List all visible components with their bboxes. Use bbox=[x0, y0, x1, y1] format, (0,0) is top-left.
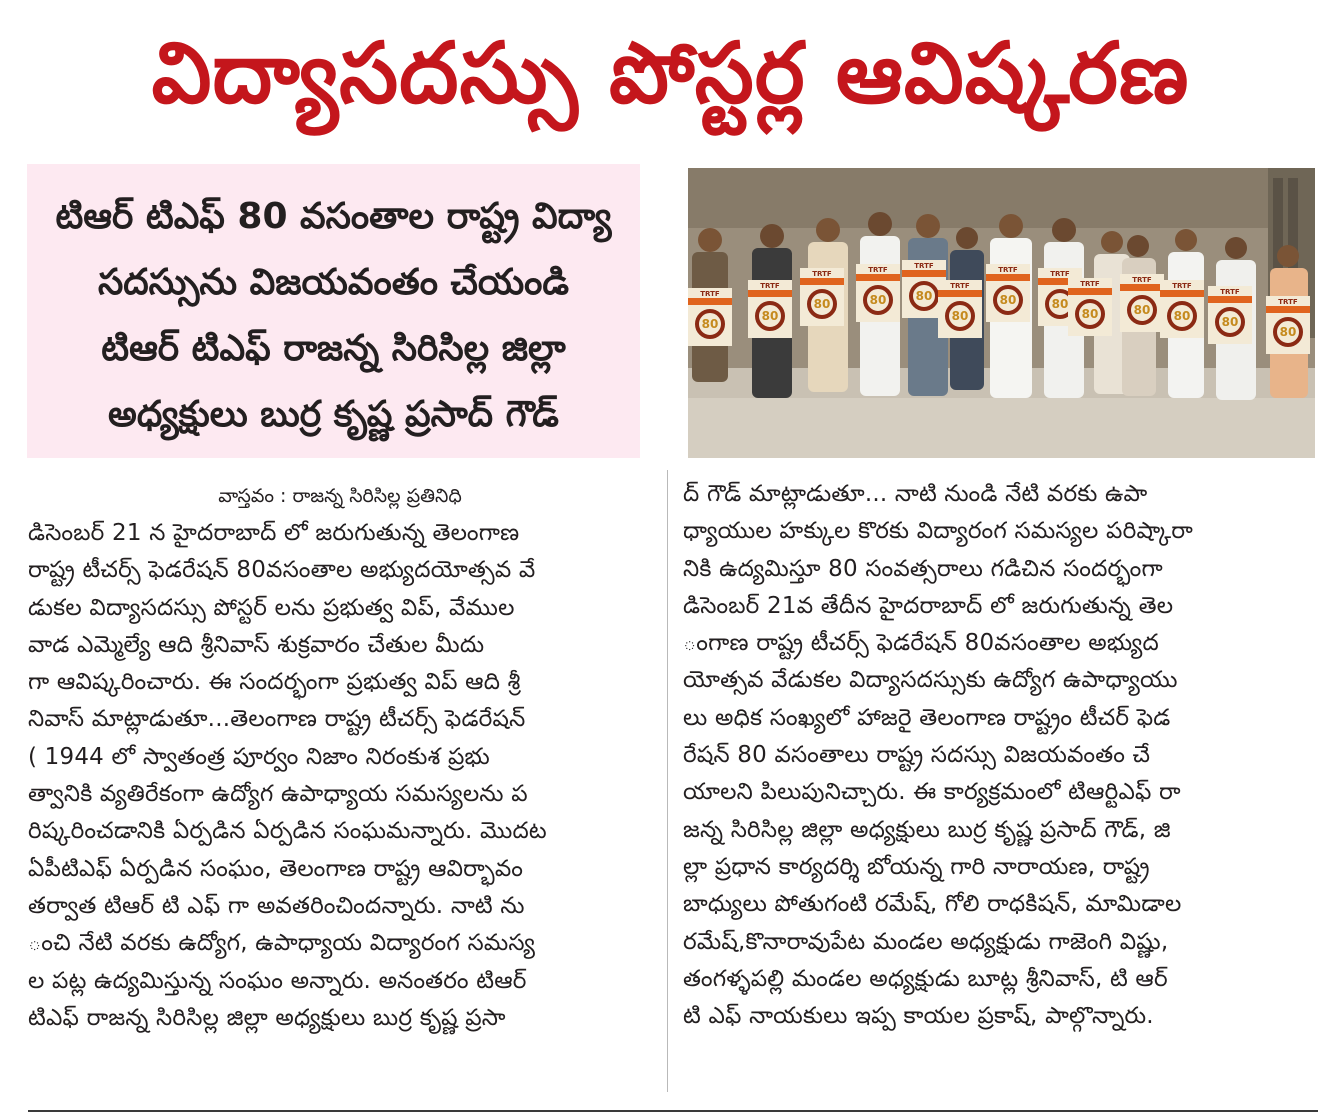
article-line: టి ఎఫ్ నాయకులు ఇప్ప కాయల ప్రకాష్, పాల్గొన్నారు. bbox=[683, 1003, 1154, 1030]
article-line: నికి ఉద్యమిస్తూ 80 సంవత్సరాలు గడిచిన సందర్భంగా bbox=[683, 555, 1163, 582]
article-line: ల పట్ల ఉద్యమిస్తున్న సంఘం అన్నారు. అనంతరం టిఆర్ bbox=[28, 967, 527, 994]
article-column-left bbox=[28, 515, 650, 1037]
poster-number: 80 bbox=[999, 293, 1017, 307]
article-line: నివాస్ మాట్లాడుతూ...తెలంగాణ రాష్ట్ర టీచర్స్ ఫెడరేషన్ bbox=[28, 706, 526, 733]
headline: విద్యాసదస్సు పోస్టర్ల ఆవిష్కరణ bbox=[151, 24, 1190, 122]
poster-number: 80 bbox=[1221, 315, 1239, 329]
article-line: జన్న సిరిసిల్ల జిల్లా అధ్యక్షులు బుర్ర కృష్ణ ప్రసాద్ గౌడ్, జి bbox=[683, 816, 1171, 843]
article-line: వాడ ఎమ్మెల్యే ఆది శ్రీనివాస్ శుక్రవారం చేతుల మీదు bbox=[28, 631, 485, 658]
poster-number: 80 bbox=[1081, 307, 1099, 321]
article-line: యాలని పిలుపునిచ్చారు. ఈ కార్యక్రమంలో టిఆర్టిఎఫ్ రా bbox=[683, 779, 1181, 806]
column-divider bbox=[667, 470, 668, 1092]
article-line: రిష్కరించడానికి ఏర్పడిన ఏర్పడిన సంఘమన్నారు. మొదట bbox=[28, 818, 547, 845]
article-line: లు అధిక సంఖ్యలో హాజరై తెలంగాణ రాష్ట్రం టీచర్ ఫెడ bbox=[683, 704, 1171, 731]
poster-number: 80 bbox=[761, 309, 779, 323]
poster-label: TRTF bbox=[1050, 270, 1070, 278]
article-line: ధ్యాయుల హక్కుల కొరకు విద్యారంగ సమస్యల పరిష్కారా bbox=[683, 518, 1194, 545]
article-line: ( 1944 లో స్వాతంత్ర పూర్వం నిజాం నిరంకుశ ప్రభు bbox=[28, 743, 490, 770]
article-line: రాష్ట్ర టీచర్స్ ఫెడరేషన్ 80వసంతాల అభ్యుదయోత్సవ వే bbox=[28, 557, 536, 584]
article-column-right bbox=[683, 476, 1305, 1035]
article-line: రేషన్ 80 వసంతాలు రాష్ట్ర సదస్సు విజయవంతం చే bbox=[683, 742, 1151, 769]
dateline: వాస్తవం : రాజన్న సిరిసిల్ల ప్రతినిధి bbox=[218, 485, 462, 507]
poster bbox=[1120, 274, 1164, 332]
article-line: టిఎఫ్ రాజన్న సిరిసిల్ల జిల్లా అధ్యక్షులు బుర్ర కృష్ణ ప్రసా bbox=[28, 1004, 506, 1031]
poster-number: 80 bbox=[701, 317, 719, 331]
poster-number: 80 bbox=[813, 297, 831, 311]
poster-number: 80 bbox=[1279, 325, 1297, 339]
poster-label: TRTF bbox=[998, 266, 1018, 274]
poster-label: TRTF bbox=[760, 282, 780, 290]
poster bbox=[800, 268, 844, 326]
poster-label: TRTF bbox=[700, 290, 720, 298]
subhead-line: అధ్యక్షులు బుర్ర కృష్ణ ప్రసాద్ గౌడ్ bbox=[108, 394, 559, 435]
photo-illustration bbox=[688, 168, 1315, 458]
poster-number: 80 bbox=[869, 293, 887, 307]
poster bbox=[1208, 286, 1252, 344]
poster-label: TRTF bbox=[950, 282, 970, 290]
poster-label: TRTF bbox=[1132, 276, 1152, 284]
poster-label: TRTF bbox=[868, 266, 888, 274]
article-line: బాధ్యులు పోతుగంటి రమేష్, గోలి రాధకిషన్, మామిడాల bbox=[683, 891, 1182, 918]
poster bbox=[1266, 296, 1310, 354]
article-line: ంచి నేటి వరకు ఉద్యోగ, ఉపాధ్యాయ విద్యారంగ సమస్య bbox=[28, 930, 536, 957]
poster-label: TRTF bbox=[812, 270, 832, 278]
poster-number: 80 bbox=[1133, 303, 1151, 317]
poster-number: 80 bbox=[915, 289, 933, 303]
poster-label: TRTF bbox=[1172, 282, 1192, 290]
poster bbox=[1160, 280, 1204, 338]
poster-label: TRTF bbox=[914, 262, 934, 270]
poster bbox=[1068, 278, 1112, 336]
poster-number: 80 bbox=[951, 309, 969, 323]
poster bbox=[748, 280, 792, 338]
subhead-line: సదస్సును విజయవంతం చేయండి bbox=[97, 262, 570, 303]
poster-label: TRTF bbox=[1220, 288, 1240, 296]
article-line: గా ఆవిష్కరించారు. ఈ సందర్భంగా ప్రభుత్వ విప్ ఆది శ్రీ bbox=[28, 669, 521, 696]
poster-number: 80 bbox=[1173, 309, 1191, 323]
bottom-rule bbox=[28, 1110, 1318, 1112]
article-line: డిసెంబర్ 21 న హైదరాబాద్ లో జరుగుతున్న తెలంగాణ bbox=[28, 520, 520, 546]
article-line: త్వానికి వ్యతిరేకంగా ఉద్యోగ ఉపాధ్యాయ సమస్యలను ప bbox=[28, 781, 528, 808]
article-line: ద్ గౌడ్ మాట్లాడుతూ... నాటి నుండి నేటి వరకు ఉపా bbox=[683, 481, 1148, 507]
subhead-box bbox=[27, 164, 640, 458]
subhead-line: టిఆర్ టిఎఫ్ 80 వసంతాల రాష్ట్ర విద్యా bbox=[55, 196, 612, 237]
article-line: ఏపీటిఎఫ్ ఏర్పడిన సంఘం, తెలంగాణ రాష్ట్ర ఆవిర్భావం bbox=[28, 855, 524, 882]
poster-number: 80 bbox=[1051, 297, 1069, 311]
article-line: యోత్సవ వేడుకల విద్యాసదస్సుకు ఉద్యోగ ఉపాధ్యాయు bbox=[683, 667, 1178, 694]
article-line: తర్వాత టిఆర్ టి ఎఫ్ గా అవతరించిందన్నారు. నాటి ను bbox=[28, 892, 525, 919]
article-line: డిసెంబర్ 21వ తేదీన హైదరాబాద్ లో జరుగుతున్న తెల bbox=[683, 592, 1174, 619]
article-line: డుకల విద్యాసదస్సు పోస్టర్ లను ప్రభుత్వ విప్, వేముల bbox=[28, 594, 515, 621]
poster bbox=[986, 264, 1030, 322]
poster-label: TRTF bbox=[1080, 280, 1100, 288]
poster-label: TRTF bbox=[1278, 298, 1298, 306]
subhead-line: టిఆర్ టిఎఫ్ రాజన్న సిరిసిల్ల జిల్లా bbox=[101, 328, 566, 369]
poster bbox=[856, 264, 900, 322]
article-line: తంగళ్ళపల్లి మండల అధ్యక్షుడు బూట్ల శ్రీనివాస్, టి ఆర్ bbox=[683, 965, 1168, 992]
poster bbox=[938, 280, 982, 338]
article-line: ల్లా ప్రధాన కార్యదర్శి బోయన్న గారి నారాయణ, రాష్ట్ర bbox=[683, 853, 1150, 880]
poster bbox=[688, 288, 732, 346]
article-line: ంగాణ రాష్ట్ర టీచర్స్ ఫెడరేషన్ 80వసంతాల అభ్యుద bbox=[683, 630, 1159, 657]
article-line: రమేష్,కొనారావుపేట మండల అధ్యక్షుడు గాజెంగి విష్ణు, bbox=[683, 928, 1169, 955]
news-photo bbox=[688, 168, 1315, 458]
